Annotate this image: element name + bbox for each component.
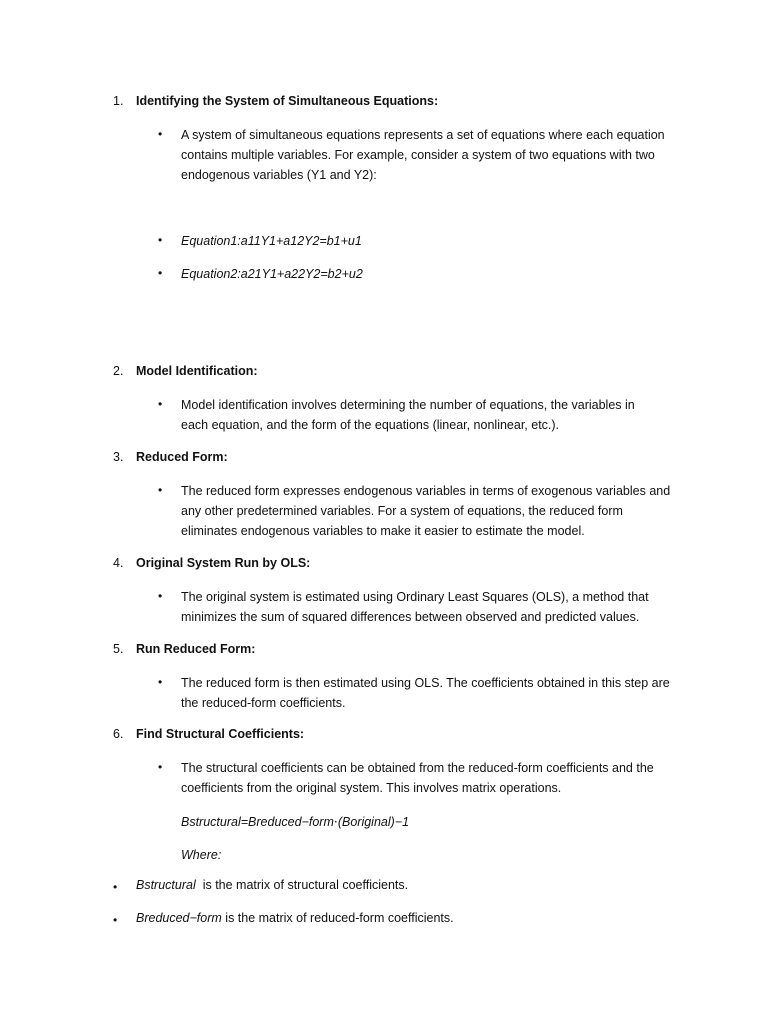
definition-line <box>136 878 408 892</box>
equation-text: Equation1:a11Y1+a12Y2=b1+u1 <box>181 234 362 248</box>
section-heading: Model Identification: <box>136 364 258 378</box>
definition-term: Bstructural <box>136 878 196 892</box>
formula <box>181 812 409 832</box>
list-number: 6. <box>113 727 124 741</box>
bullet-icon: • <box>158 675 163 689</box>
list-number: 5. <box>113 642 124 656</box>
paragraph-line: The reduced form expresses endogenous variables in terms of exogenous variables and <box>181 484 671 498</box>
list-number: 3. <box>113 450 124 464</box>
paragraph-line: any other predetermined variables. For a system of equations, the reduced form <box>181 504 623 518</box>
bullet-icon: • <box>158 233 163 247</box>
bullet-icon: • <box>158 266 163 280</box>
definition-desc: is the matrix of reduced-form coefficients. <box>221 911 454 925</box>
section-heading: Run Reduced Form: <box>136 642 256 656</box>
section-heading: Identifying the System of Simultaneous Equations: <box>136 94 439 108</box>
paragraph-line: A system of simultaneous equations represents a set of equations where each equation <box>181 128 665 142</box>
bullet-icon: • <box>158 397 163 411</box>
formula-text: Bstructural=Breduced−form⋅(Boriginal)−1 <box>181 815 410 829</box>
section-heading: Find Structural Coefficients: <box>136 727 305 741</box>
paragraph-line: endogenous variables (Y1 and Y2): <box>181 168 377 182</box>
paragraph-line: coefficients from the original system. This involves matrix operations. <box>181 781 562 795</box>
definition-line <box>136 911 454 925</box>
definition-term: Breduced−form <box>136 911 222 925</box>
bullet-icon: • <box>158 127 163 141</box>
paragraph-line: Model identification involves determining the number of equations, the variables in <box>181 398 635 412</box>
paragraph-line: minimizes the sum of squared differences between observed and predicted values. <box>181 610 640 624</box>
equation-text: Equation2:a21Y1+a22Y2=b2+u2 <box>181 267 363 281</box>
equation-1 <box>181 231 362 251</box>
equation-2 <box>181 264 363 284</box>
paragraph-line: The original system is estimated using Ordinary Least Squares (OLS), a method that <box>181 590 649 604</box>
section-heading: Reduced Form: <box>136 450 228 464</box>
paragraph-line: The structural coefficients can be obtained from the reduced-form coefficients and the <box>181 761 654 775</box>
paragraph-line: The reduced form is then estimated using OLS. The coefficients obtained in this step are <box>181 676 670 690</box>
paragraph-line: the reduced-form coefficients. <box>181 696 346 710</box>
list-number: 2. <box>113 364 124 378</box>
list-number: 4. <box>113 556 124 570</box>
bullet-icon: • <box>158 589 163 603</box>
where-label <box>181 845 221 865</box>
definition-desc: is the matrix of structural coefficients. <box>195 878 409 892</box>
where-text: Where: <box>181 848 222 862</box>
bullet-icon: • <box>158 760 163 774</box>
paragraph-line: eliminates endogenous variables to make it easier to estimate the model. <box>181 524 585 538</box>
section-heading: Original System Run by OLS: <box>136 556 311 570</box>
bullet-icon: • <box>158 483 163 497</box>
paragraph-line: contains multiple variables. For example, consider a system of two equations with two <box>181 148 655 162</box>
paragraph-line: each equation, and the form of the equations (linear, nonlinear, etc.). <box>181 418 560 432</box>
bullet-icon: • <box>113 913 118 927</box>
list-number: 1. <box>113 94 124 108</box>
bullet-icon: • <box>113 880 118 894</box>
